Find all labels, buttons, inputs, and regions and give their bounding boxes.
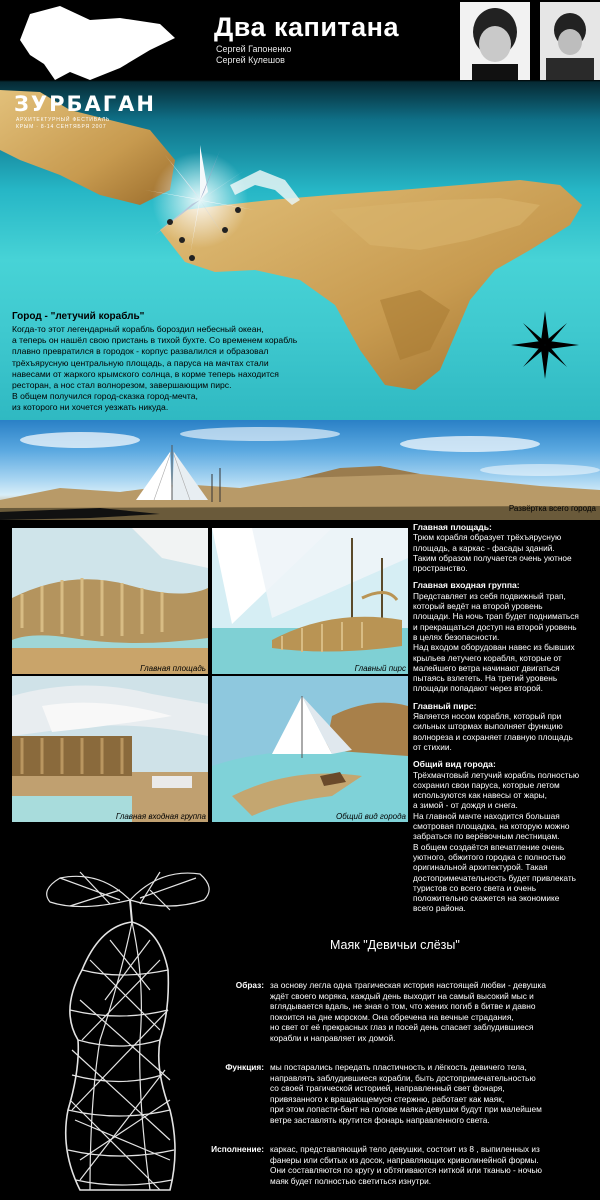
render-caption: Общий вид города — [336, 812, 406, 821]
panorama-section — [0, 420, 600, 520]
lighthouse-label: Функция: — [225, 1062, 264, 1072]
author-1: Сергей Гапоненко — [216, 44, 292, 54]
author-photo-1 — [460, 2, 530, 80]
lighthouse-label: Исполнение: — [211, 1144, 264, 1154]
city-line: В общем получился город-сказка город-мечта, — [12, 391, 198, 402]
lighthouse-line: маяк будет полностью светиться изнутри. — [270, 1175, 432, 1186]
description-line: забраться по верёвочным лестницам. — [413, 831, 560, 842]
render-entrance-group — [12, 676, 208, 822]
city-line: плавно превратился в городок - корпус развалился и образовал — [12, 346, 269, 357]
lighthouse-line: вглядывается вдаль, не зная о том, что жених погиб в битве и давно — [270, 1001, 536, 1012]
description-line: Представляет из себя подвижный трап, — [413, 590, 566, 601]
description-line: сохранил свои паруса, которые летом — [413, 779, 560, 790]
festival-logo-subtitle-1: АРХИТЕКТУРНЫЙ ФЕСТИВАЛЬ — [16, 117, 111, 123]
author-photo-2 — [540, 2, 600, 80]
description-line: оригинальной архитектурой. Такая — [413, 862, 548, 873]
render-city-overview — [212, 676, 408, 822]
description-line: площади. На ночь трап будет подниматься — [413, 611, 579, 622]
description-line: используются как навесы от жары, — [413, 790, 547, 801]
project-description — [413, 522, 599, 914]
page-title: Два капитана — [214, 12, 399, 42]
description-line: сильных штормах выполняет функцию — [413, 721, 563, 732]
lighthouse-line: но свет от её прекрасных глаз и посей день спасает заблудившиеся — [270, 1022, 534, 1033]
lighthouse-line: направлять заблудившиеся корабли, быть достопримечательностью — [270, 1072, 536, 1083]
festival-logo: ЗУРБАГАН — [14, 92, 156, 116]
lighthouse-line: каркас, представляющий тело девушки, состоит из 8 , выпиленных из — [270, 1144, 540, 1154]
crimea-map-icon — [20, 6, 175, 80]
description-line: площади попадают через второй. — [413, 683, 543, 694]
lighthouse-line: за основу легла одна трагическая история настоящей любви - девушка — [270, 980, 546, 990]
description-line: в целях безопасности. — [413, 631, 500, 642]
description-line: площадь, а каркас - фасады зданий. — [413, 542, 555, 553]
city-line: из которого ни хочется уезжать никуда. — [12, 402, 169, 413]
description-line: Над входом оборудован навес из бывших — [413, 642, 575, 653]
description-line: Трюм корабля образует трёхъярусную — [413, 532, 562, 543]
lighthouse-sculpture — [20, 860, 220, 1200]
lighthouse-line: Они составляются по кругу и обтягиваются ниткой или тканью - ночью — [270, 1165, 542, 1176]
city-line: навесами от жаркого крымского солнца, в корме теперь находится — [12, 368, 279, 379]
city-line: Когда-то этот легендарный корабль бороздил небесный океан, — [12, 324, 264, 334]
description-line: Является носом корабля, который при — [413, 711, 562, 722]
lighthouse-line: ждёт своего моряка, каждый день выходит на самый высокий мыс и — [270, 990, 534, 1001]
render-main-square — [12, 528, 208, 674]
description-heading: Главный пирс: — [413, 700, 477, 711]
lighthouse-text — [270, 1144, 600, 1186]
description-heading: Общий вид города: — [413, 759, 496, 770]
render-caption: Главная площадь — [140, 664, 206, 673]
description-line: В общем создаётся впечатление очень — [413, 841, 565, 852]
lighthouse-line: фанеры или сбитых из досок, направляющих криволинейной формы. — [270, 1154, 539, 1165]
description-line: достопримечательность будет привлекать — [413, 872, 576, 883]
description-line: Таким образом получается очень уютное — [413, 552, 572, 563]
lighthouse-text — [270, 1062, 600, 1126]
description-line: от стихии. — [413, 741, 452, 752]
lighthouse-label: Образ: — [235, 980, 264, 990]
description-line: пространство. — [413, 563, 468, 574]
lighthouse-line: при этом лопасти-бант на голове маяка-девушки будут при малейшем — [270, 1104, 542, 1115]
description-line: а зимой - от дождя и снега. — [413, 800, 518, 811]
lighthouse-line: со своей трагической историей, направленный свет фонаря, — [270, 1083, 505, 1094]
city-line: ресторан, а нос стал волнорезом, завершающим пирс. — [12, 380, 232, 391]
description-line: всего района. — [413, 903, 466, 914]
lighthouse-text — [270, 980, 600, 1044]
lighthouse-line: мы постарались передать пластичность и лёгкость девичего тела, — [270, 1062, 527, 1072]
author-2: Сергей Кулешов — [216, 55, 285, 65]
compass-rose-icon — [511, 311, 579, 379]
description-heading: Главная входная группа: — [413, 580, 520, 591]
city-description — [12, 324, 312, 414]
description-line: крыльев летучего корабля, которые от — [413, 652, 562, 663]
hero-section — [0, 0, 600, 420]
description-line: уютного, обжитого городка с полностью — [413, 851, 566, 862]
description-line: смотровая площадка, на которую можно — [413, 821, 570, 832]
description-line: который ведёт на второй уровень — [413, 601, 543, 612]
lighthouse-line: привязанного к вращающемуся стержню, работает как маяк, — [270, 1093, 505, 1104]
description-line: Трёхмачтовый летучий корабль полностью — [413, 769, 580, 780]
panorama-label: Развёртка всего города — [508, 504, 596, 513]
description-line: и прекращаться доступ на второй уровень — [413, 621, 577, 632]
render-caption: Главная входная группа — [115, 812, 206, 821]
city-heading: Город - "летучий корабль" — [12, 311, 145, 322]
description-line: пытаясь взлететь. На третий уровень — [413, 673, 558, 684]
description-line: На главной мачте находится большая — [413, 810, 560, 821]
description-line: положительно скажется на экономике — [413, 893, 560, 904]
description-line: малейшего ветра начинают двигаться — [413, 662, 560, 673]
description-heading: Главная площадь: — [413, 522, 492, 532]
lighthouse-title: Маяк "Девичьи слёзы" — [330, 938, 460, 952]
render-main-pier — [212, 528, 408, 674]
description-line: волнореза и сохраняет главную площадь — [413, 731, 573, 742]
lighthouse-line: ветре заставлять крутится фонарь направленного света. — [270, 1114, 490, 1125]
lighthouse-line: корабли и направляет их домой. — [270, 1032, 396, 1043]
festival-logo-subtitle-2: КРЫМ · 8-14 СЕНТЯБРЯ 2007 — [16, 124, 107, 130]
city-line: трёхъярусную центральную площадь, а паруса на мачтах стали — [12, 357, 269, 368]
description-line: туристов со всего света и очень — [413, 882, 537, 893]
lighthouse-line: покоится на дне морском. Она обречена на вечные страдания, — [270, 1011, 514, 1022]
render-caption: Главный пирс — [354, 664, 406, 673]
city-line: а теперь он нашёл свою пристань в тихой бухте. Со временем корабль — [12, 335, 298, 346]
